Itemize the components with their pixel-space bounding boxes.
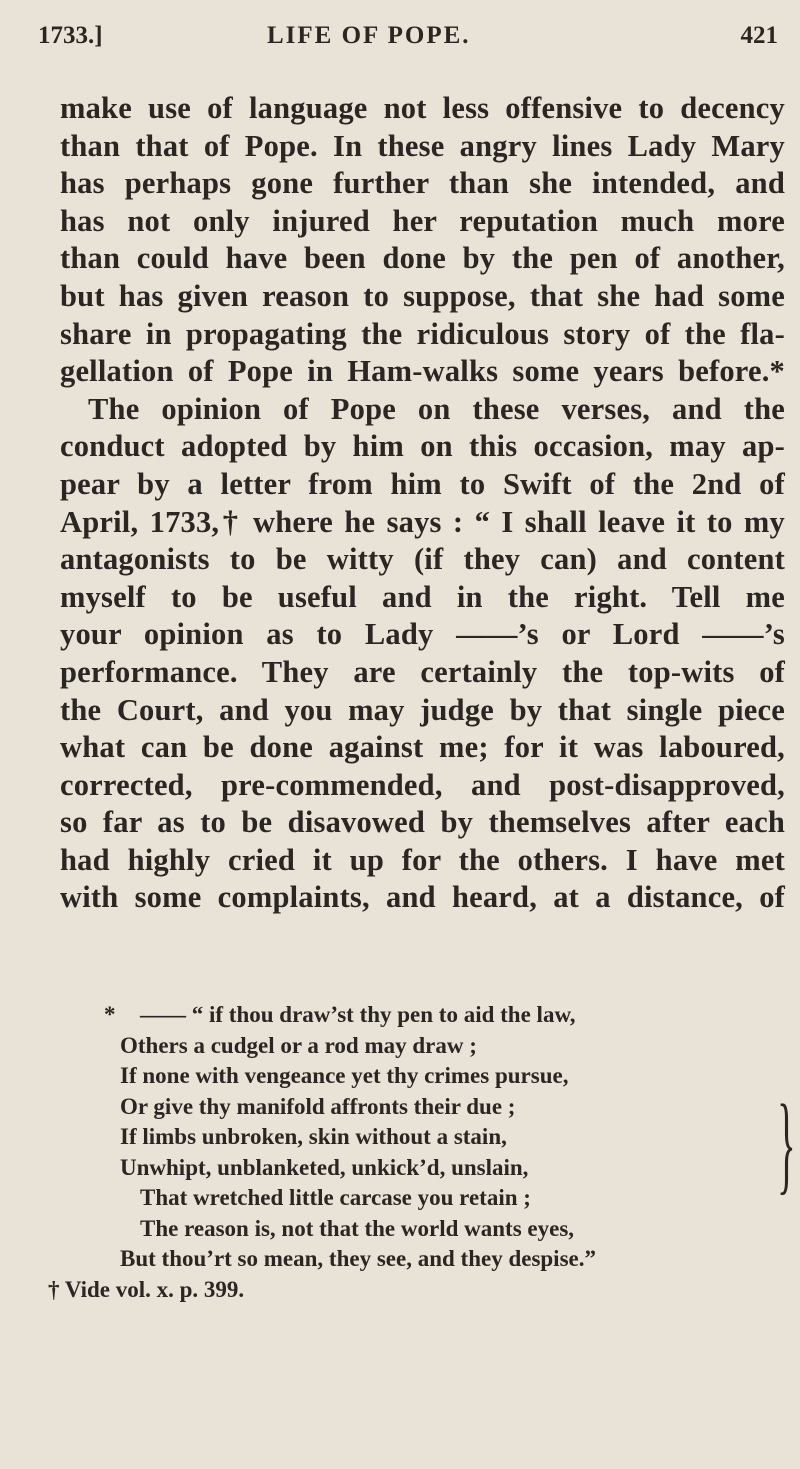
text-line: has not only injured her reputation much more	[60, 203, 785, 238]
body-text	[60, 90, 785, 917]
text-line: what can be done against me; for it was laboured,	[60, 730, 785, 765]
text-line: the Court, and you may judge by that single piece	[60, 692, 785, 727]
verse-line: If none with vengeance yet thy crimes pursue,	[120, 1063, 569, 1088]
text-line: conduct adopted by him on this occasion, may ap-	[60, 429, 785, 464]
footnotes	[48, 1000, 796, 1305]
verse-line: Unwhipt, unblanketed, unkick’d, unslain,	[120, 1154, 529, 1180]
verse-line: But thou’rt so mean, they see, and they despise.”	[120, 1246, 596, 1271]
running-header	[32, 22, 778, 58]
text-line: than that of Pope. In these angry lines Lady Mary	[60, 128, 785, 163]
header-year: 1733.]	[38, 22, 103, 49]
text-line: has perhaps gone further than she intended, and	[60, 166, 785, 201]
verse-line: That wretched little carcase you retain ;	[140, 1185, 531, 1210]
text-line: make use of language not less offensive to decency	[60, 91, 785, 125]
text-line: had highly cried it up for the others. I have met	[60, 842, 785, 877]
footnote-dagger: † Vide vol. x. p. 399.	[48, 1276, 245, 1302]
text-line: antagonists to be witty (if they can) and content	[60, 542, 785, 577]
brace-mark: }	[777, 1082, 796, 1204]
text-line: pear by a letter from him to Swift of the 2nd of	[60, 466, 785, 501]
text-line: The opinion of Pope on these verses, and the	[88, 391, 785, 426]
text-line: April, 1733,† where he says : “ I shall leave it to my	[60, 504, 785, 539]
verse-line: The reason is, not that the world wants eyes,	[140, 1215, 575, 1241]
text-line: share in propagating the ridiculous story of the fla-	[60, 316, 785, 351]
verse-line: If limbs unbroken, skin without a stain,	[120, 1124, 507, 1149]
text-line: than could have been done by the pen of another,	[60, 241, 785, 276]
text-line: but has given reason to suppose, that she had some	[60, 278, 785, 313]
text-line: gellation of Pope in Ham-walks some years before.*	[60, 354, 785, 389]
text-line: so far as to be disavowed by themselves after each	[60, 805, 785, 840]
text-line: your opinion as to Lady ——’s or Lord ——’s	[60, 617, 785, 652]
text-line: with some complaints, and heard, at a distance, of	[60, 880, 785, 915]
text-line: corrected, pre-commended, and post-disapproved,	[60, 767, 785, 802]
page-number: 421	[740, 22, 778, 49]
verse-line: Or give thy manifold affronts their due ;	[120, 1093, 516, 1119]
text-line: performance. They are certainly the top-wits of	[60, 654, 785, 689]
verse-line: —— “ if thou draw’st thy pen to aid the law,	[140, 1002, 576, 1027]
footnote-star-marker: *	[104, 1002, 116, 1027]
text-line: myself to be useful and in the right. Tell me	[60, 579, 785, 614]
verse-line: Others a cudgel or a rod may draw ;	[120, 1032, 477, 1058]
header-title: LIFE OF POPE.	[267, 22, 471, 49]
